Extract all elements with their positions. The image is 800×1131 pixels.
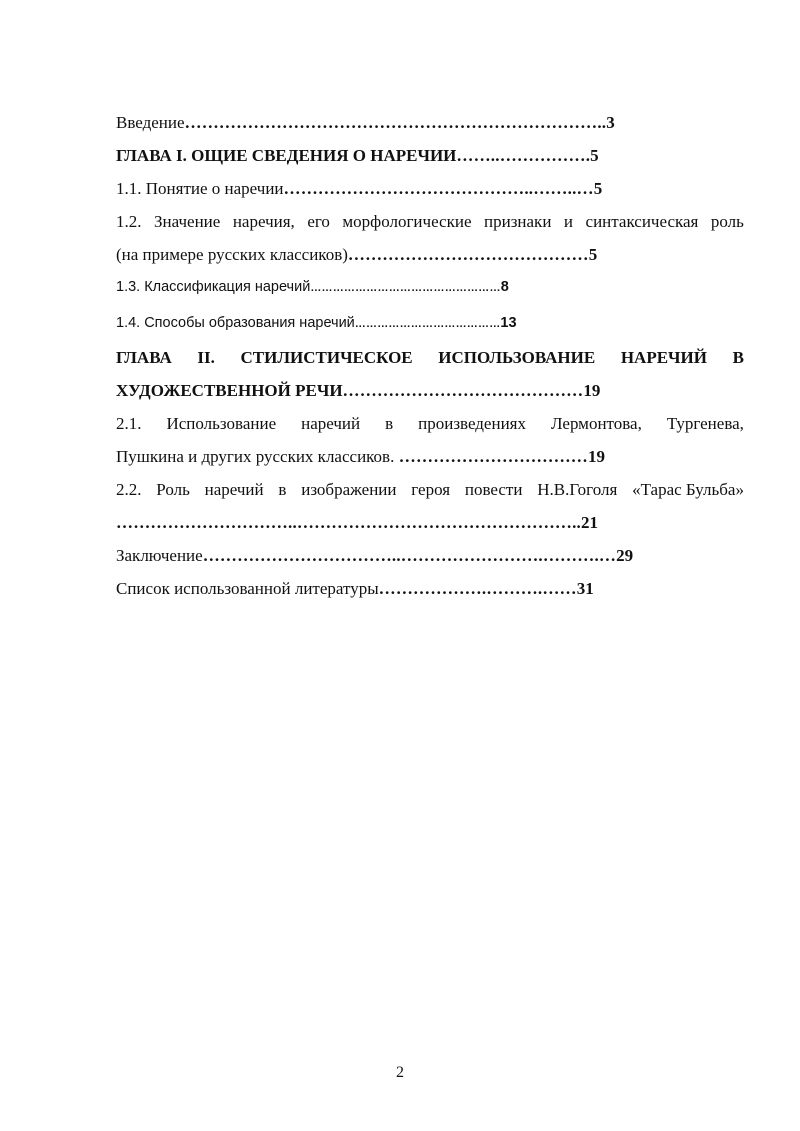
word: произведениях bbox=[418, 414, 526, 433]
word: и bbox=[563, 212, 574, 231]
toc-page: 5 bbox=[588, 245, 598, 264]
toc-title: Заключение bbox=[116, 546, 203, 565]
toc-title-line-2 bbox=[116, 440, 744, 473]
table-of-contents bbox=[116, 106, 744, 605]
toc-dots: …………………………………… bbox=[342, 381, 584, 400]
word: Использование bbox=[166, 414, 277, 433]
word: 2.2. bbox=[116, 480, 142, 499]
word: героя bbox=[411, 480, 451, 499]
word: «Тарас Бульба» bbox=[632, 480, 744, 499]
toc-entry-1-2[interactable] bbox=[116, 205, 744, 271]
word: ГЛАВА bbox=[116, 348, 172, 367]
toc-title: 1.4. Способы образования наречий bbox=[116, 315, 355, 331]
toc-dots: …………………………… bbox=[394, 447, 588, 466]
toc-dots: ……………………………..…………………….……….… bbox=[202, 546, 617, 565]
toc-title-line-1 bbox=[116, 341, 744, 374]
word: изображении bbox=[301, 480, 397, 499]
toc-page: 31 bbox=[576, 579, 594, 598]
word: наречий bbox=[204, 480, 264, 499]
word: морфологические bbox=[342, 212, 472, 231]
toc-title-line-1 bbox=[116, 473, 744, 506]
word: повести bbox=[464, 480, 523, 499]
toc-title-line-2 bbox=[116, 238, 744, 271]
toc-title: Пушкина и других русских классиков. bbox=[116, 447, 395, 466]
word: признаки bbox=[484, 212, 552, 231]
toc-entry-references[interactable] bbox=[116, 572, 744, 605]
toc-dots: ……………….……….…… bbox=[378, 579, 577, 598]
word: В bbox=[732, 348, 744, 367]
word: НАРЕЧИЙ bbox=[620, 348, 707, 367]
toc-title-line-2 bbox=[116, 506, 744, 539]
toc-title-line-1 bbox=[116, 407, 744, 440]
toc-entry-conclusion[interactable] bbox=[116, 539, 744, 572]
toc-page: 3 bbox=[606, 113, 615, 132]
toc-title: 1.1. Понятие о наречии bbox=[116, 179, 284, 198]
word: Н.В.Гоголя bbox=[537, 480, 618, 499]
toc-page: 5 bbox=[593, 179, 603, 198]
toc-dots: ……………………………………………………………….. bbox=[184, 113, 607, 132]
word: роль bbox=[710, 212, 744, 231]
toc-page: 29 bbox=[616, 546, 634, 565]
toc-title: ХУДОЖЕСТВЕННОЙ РЕЧИ bbox=[116, 381, 343, 400]
toc-dots: …………………………………………… bbox=[310, 282, 501, 294]
toc-dots: …………………………………… bbox=[347, 245, 589, 264]
page-number: 2 bbox=[396, 1064, 404, 1081]
toc-page: 8 bbox=[500, 279, 509, 295]
word: в bbox=[385, 414, 394, 433]
toc-dots: …………………………..………………………………………….. bbox=[116, 513, 581, 532]
toc-page: 19 bbox=[583, 381, 601, 400]
word: СТИЛИСТИЧЕСКОЕ bbox=[240, 348, 413, 367]
toc-page: 13 bbox=[500, 315, 517, 331]
toc-title: ГЛАВА I. ОЩИЕ СВЕДЕНИЯ О НАРЕЧИИ bbox=[116, 146, 457, 165]
toc-entry-1-3[interactable] bbox=[116, 271, 744, 305]
toc-entry-1-1[interactable] bbox=[116, 172, 744, 205]
toc-page: 5 bbox=[590, 146, 599, 165]
toc-entry-2-1[interactable] bbox=[116, 407, 744, 473]
toc-entry-intro[interactable] bbox=[116, 106, 744, 139]
word: 2.1. bbox=[116, 414, 142, 433]
toc-dots: ……..……………. bbox=[456, 146, 591, 165]
word: Роль bbox=[156, 480, 190, 499]
word: его bbox=[307, 212, 330, 231]
toc-title: (на примере русских классиков) bbox=[116, 245, 348, 264]
toc-title: Введение bbox=[116, 113, 185, 132]
word: Лермонтова, bbox=[550, 414, 642, 433]
word: в bbox=[278, 480, 287, 499]
word: Значение bbox=[154, 212, 221, 231]
toc-title: Список использованной литературы bbox=[116, 579, 379, 598]
toc-title-line-2 bbox=[116, 374, 744, 407]
toc-entry-1-4[interactable] bbox=[116, 307, 744, 341]
word: синтаксическая bbox=[585, 212, 699, 231]
toc-entry-chapter-1[interactable] bbox=[116, 139, 744, 172]
toc-entry-2-2[interactable] bbox=[116, 473, 744, 539]
toc-dots: ……………………………………..……..… bbox=[283, 179, 594, 198]
word: наречий bbox=[301, 414, 361, 433]
toc-dots: ………………………………… bbox=[354, 318, 501, 330]
toc-title-line-1 bbox=[116, 205, 744, 238]
word: 1.2. bbox=[116, 212, 142, 231]
word: II. bbox=[197, 348, 215, 367]
word: Тургенева, bbox=[666, 414, 744, 433]
word: ИСПОЛЬЗОВАНИЕ bbox=[438, 348, 596, 367]
toc-entry-chapter-2[interactable] bbox=[116, 341, 744, 407]
toc-title: 1.3. Классификация наречий bbox=[116, 279, 311, 295]
word: наречия, bbox=[232, 212, 295, 231]
toc-page: 19 bbox=[588, 447, 605, 466]
toc-page: 21 bbox=[581, 513, 598, 532]
